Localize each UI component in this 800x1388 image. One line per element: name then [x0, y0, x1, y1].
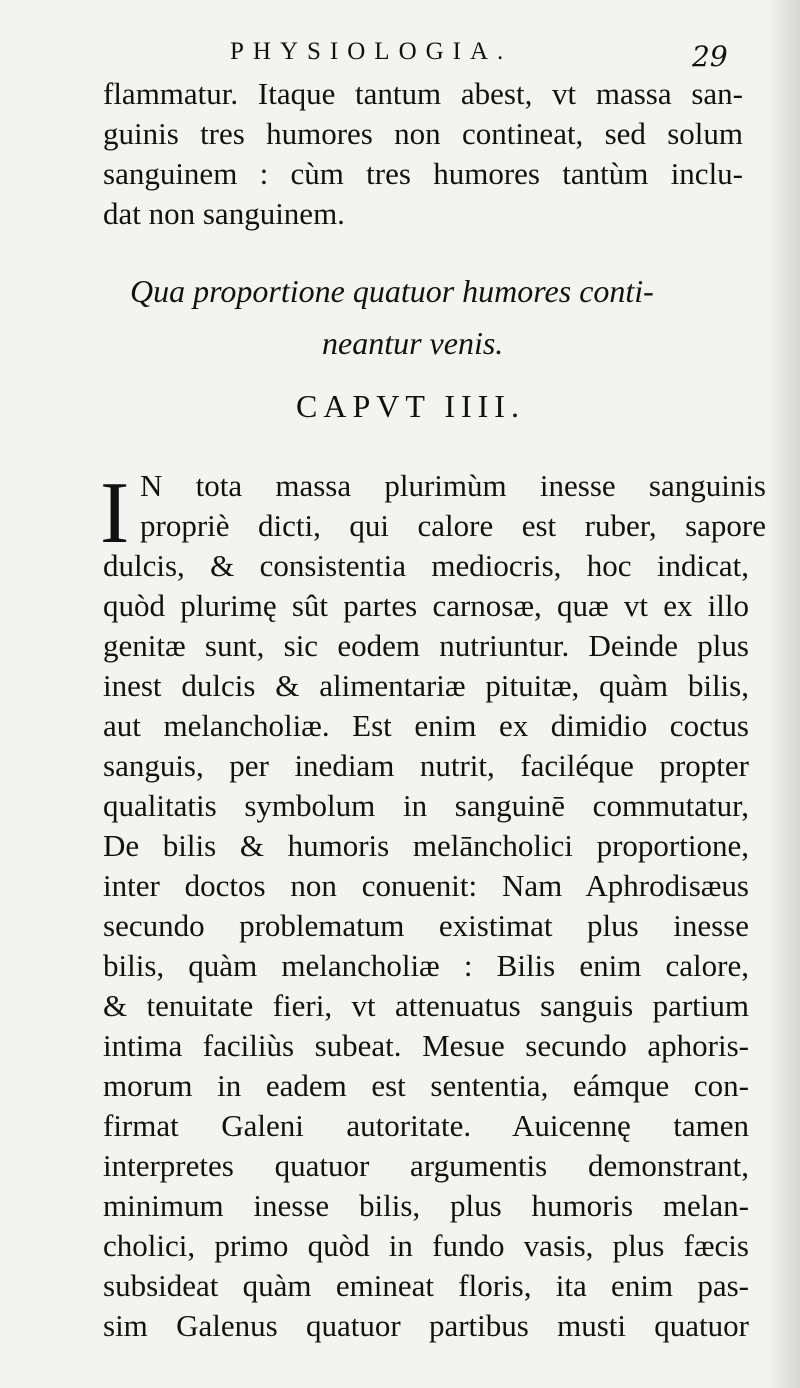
text-line: dat non sanguinem. — [103, 196, 345, 231]
text-line: interpretes quatuor argumentis demonstrant, — [103, 1148, 749, 1183]
text-line: dulcis, & consistentia mediocris, hoc indicat, — [103, 548, 749, 583]
text-line: firmat Galeni autoritate. Auicennę tamen — [103, 1108, 749, 1143]
text-line: subsideat quàm emineat floris, ita enim pas- — [103, 1268, 749, 1303]
text-line: minimum inesse bilis, plus humoris melan- — [103, 1188, 749, 1223]
section-subheading-line-1: Qua proportione quatuor humores conti- — [130, 273, 654, 309]
text-line: bilis, quàm melancholiæ : Bilis enim calore, — [103, 948, 749, 983]
page-number: 29 — [692, 40, 728, 73]
section-subheading-line-2: neantur venis. — [322, 325, 504, 361]
text-line: aut melancholiæ. Est enim ex dimidio coctus — [103, 708, 749, 743]
text-line: & tenuitate fieri, vt attenuatus sanguis partium — [103, 988, 749, 1023]
text-line: sanguis, per inediam nutrit, faciléque propter — [103, 748, 749, 783]
text-line: morum in eadem est sententia, eámque con- — [103, 1068, 749, 1103]
text-line: quòd plurimę sût partes carnosæ, quæ vt ex illo — [103, 588, 749, 623]
text-line: De bilis & humoris melāncholici proportione, — [103, 828, 749, 863]
text-line: secundo problematum existimat plus inesse — [103, 908, 749, 943]
text-line: N tota massa plurimùm inesse sanguinis — [140, 468, 766, 503]
text-line: cholici, primo quòd in fundo vasis, plus fæcis — [103, 1228, 749, 1263]
text-line: inest dulcis & alimentariæ pituitæ, quàm bilis, — [103, 668, 749, 703]
running-head — [0, 34, 800, 74]
text-line: sanguinem : cùm tres humores tantùm inclu- — [103, 156, 743, 191]
text-line: propriè dicti, qui calore est ruber, sapore — [140, 508, 766, 543]
chapter-heading: CAPVT IIII. — [296, 388, 525, 424]
page-edge-shadow — [766, 0, 800, 1388]
text-line: intima faciliùs subeat. Mesue secundo aphoris- — [103, 1028, 749, 1063]
drop-initial: I — [100, 465, 130, 562]
text-line: guinis tres humores non contineat, sed solum — [103, 116, 743, 151]
running-title: PHYSIOLOGIA. — [230, 38, 513, 65]
text-line: inter doctos non conuenit: Nam Aphrodisæus — [103, 868, 749, 903]
text-line: qualitatis symbolum in sanguinē commutatur, — [103, 788, 749, 823]
text-line: sim Galenus quatuor partibus musti quatuor — [103, 1308, 749, 1343]
text-line: genitæ sunt, sic eodem nutriuntur. Deinde plus — [103, 628, 749, 663]
text-line: flammatur. Itaque tantum abest, vt massa san- — [103, 76, 743, 111]
